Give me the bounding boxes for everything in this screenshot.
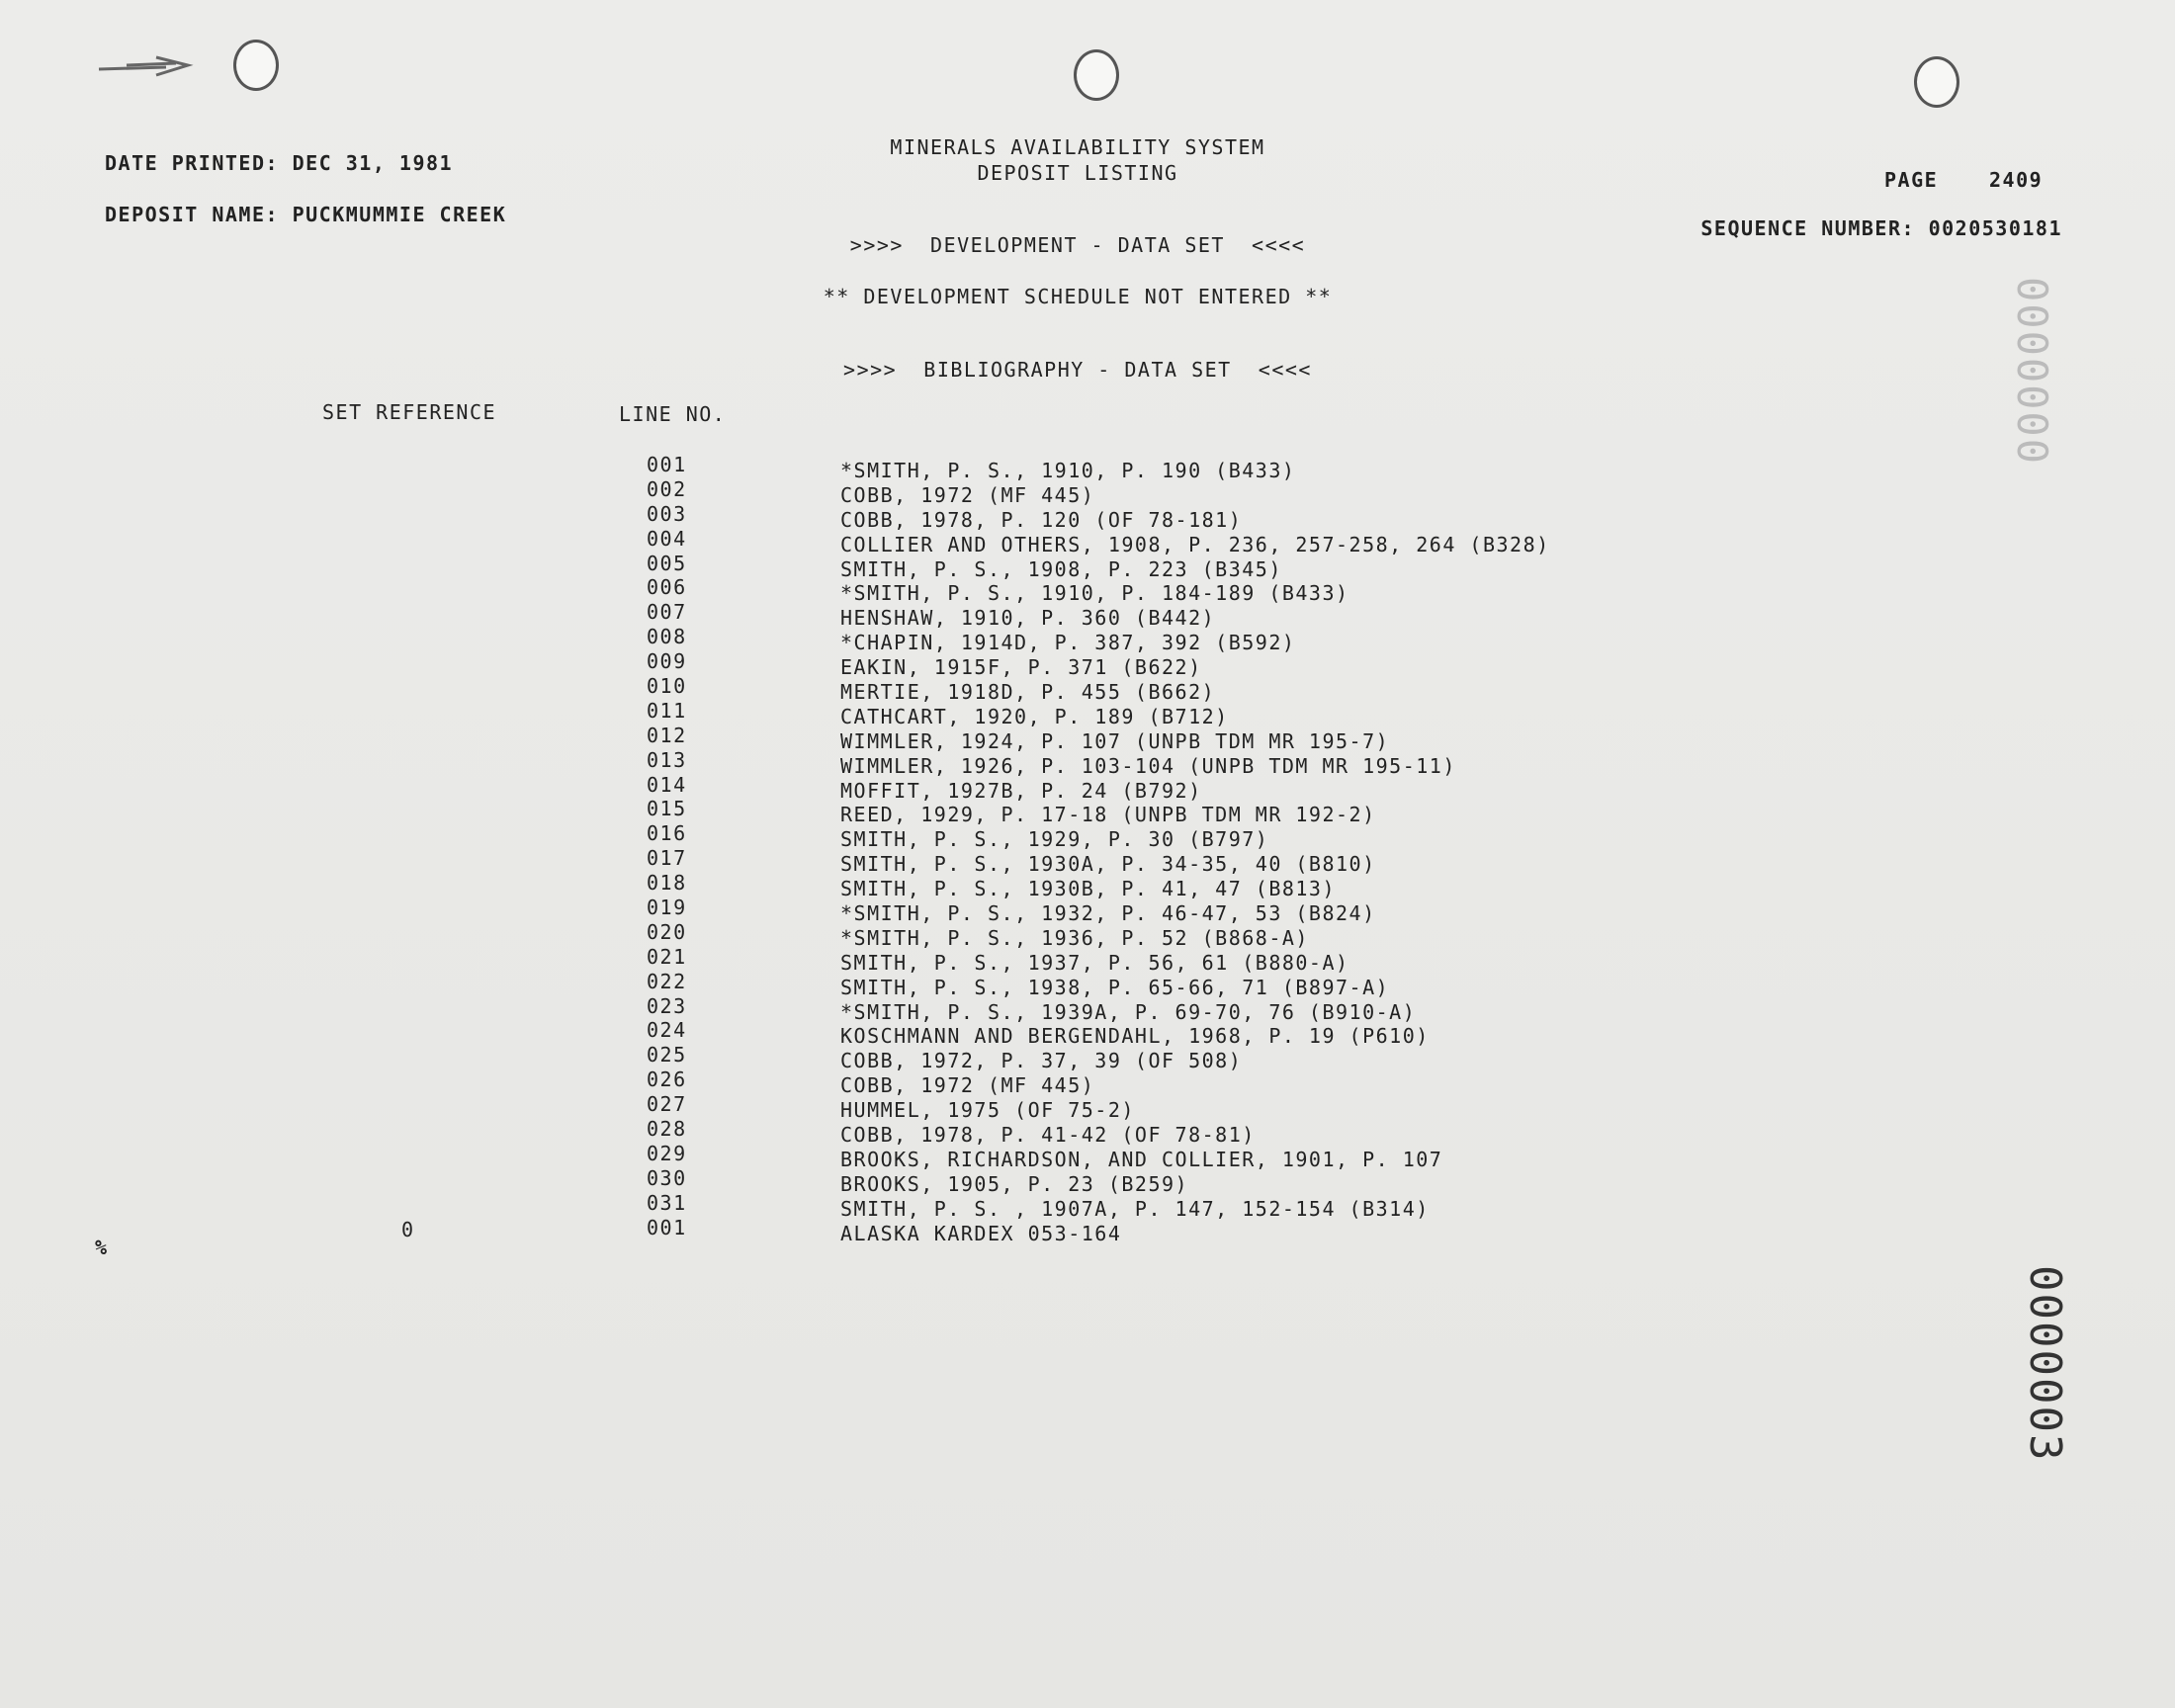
bibliography-row — [0, 871, 2175, 901]
bibliography-row — [0, 896, 2175, 926]
bibliography-row — [0, 600, 2175, 631]
sequence-number: SEQUENCE NUMBER: 0020530181 — [1700, 216, 2062, 240]
line-no-header: LINE NO. — [619, 402, 727, 426]
reference-text: COBB, 1978, P. 41-42 (OF 78-81) — [840, 1123, 1256, 1148]
bibliography-row — [0, 1068, 2175, 1098]
stamp-number-top: 0000000 — [2008, 277, 2056, 467]
line-number: 027 — [647, 1092, 687, 1117]
development-note: ** DEVELOPMENT SCHEDULE NOT ENTERED ** — [823, 285, 1333, 308]
reference-text: *SMITH, P. S., 1910, P. 184-189 (B433) — [840, 581, 1349, 606]
bibliography-heading: >>>> BIBLIOGRAPHY - DATA SET <<<< — [843, 358, 1312, 382]
line-number: 026 — [647, 1068, 687, 1092]
bibliography-row — [0, 1141, 2175, 1171]
bibliography-row — [0, 944, 2175, 975]
bibliography-row — [0, 575, 2175, 606]
page-label: PAGE — [1884, 168, 1939, 192]
binder-hole-center — [1074, 49, 1119, 101]
reference-text: MOFFIT, 1927B, P. 24 (B792) — [840, 778, 1202, 803]
reference-text: BROOKS, 1905, P. 23 (B259) — [840, 1171, 1189, 1196]
bibliography-row — [0, 526, 2175, 556]
line-number: 031 — [647, 1190, 687, 1215]
reference-text: SMITH, P. S., 1930A, P. 34-35, 40 (B810) — [840, 852, 1376, 877]
line-number: 015 — [647, 797, 687, 821]
bibliography-row — [0, 797, 2175, 827]
line-number: 014 — [647, 772, 687, 797]
development-heading: >>>> DEVELOPMENT - DATA SET <<<< — [849, 233, 1306, 257]
bibliography-row — [0, 649, 2175, 680]
bibliography-row — [0, 1117, 2175, 1148]
reference-text: SMITH, P. S., 1908, P. 223 (B345) — [840, 556, 1282, 581]
bibliography-row — [0, 625, 2175, 655]
line-number: 016 — [647, 821, 687, 846]
line-number: 001 — [647, 453, 687, 476]
line-number: 017 — [647, 846, 687, 871]
bibliography-row — [0, 1018, 2175, 1049]
reference-text: SMITH, P. S. , 1907A, P. 147, 152-154 (B314) — [840, 1196, 1430, 1221]
reference-text: WIMMLER, 1926, P. 103-104 (UNPB TDM MR 195-11) — [840, 753, 1456, 778]
bibliography-row — [0, 747, 2175, 778]
line-number: 009 — [647, 649, 687, 674]
percent-mark: % — [95, 1236, 109, 1259]
reference-text: SMITH, P. S., 1930B, P. 41, 47 (B813) — [840, 877, 1337, 901]
line-number: 025 — [647, 1043, 687, 1068]
line-number: 002 — [647, 476, 687, 501]
reference-text: COBB, 1972, P. 37, 39 (OF 508) — [840, 1049, 1243, 1073]
bibliography-row — [0, 723, 2175, 753]
bibliography-row — [0, 476, 2175, 507]
page-number: 2409 — [1989, 168, 2044, 192]
reference-text: REED, 1929, P. 17-18 (UNPB TDM MR 192-2) — [840, 803, 1376, 827]
reference-text: KOSCHMANN AND BERGENDAHL, 1968, P. 19 (P610) — [840, 1024, 1430, 1049]
line-number: 030 — [647, 1165, 687, 1190]
listing-title: DEPOSIT LISTING — [977, 161, 1178, 185]
reference-text: SMITH, P. S., 1937, P. 56, 61 (B880-A) — [840, 950, 1349, 975]
system-title: MINERALS AVAILABILITY SYSTEM — [890, 135, 1265, 159]
bibliography-row — [0, 1043, 2175, 1073]
set-reference-header: SET REFERENCE — [322, 400, 497, 424]
line-number: 010 — [647, 674, 687, 699]
date-printed: DATE PRINTED: DEC 31, 1981 — [105, 151, 454, 175]
line-number: 011 — [647, 698, 687, 723]
line-number: 020 — [647, 919, 687, 944]
line-number: 001 — [647, 1215, 687, 1239]
bibliography-row — [0, 1165, 2175, 1196]
line-number: 019 — [647, 896, 687, 920]
stamp-number-bottom: 0000003 — [2020, 1265, 2070, 1463]
reference-text: *CHAPIN, 1914D, P. 387, 392 (B592) — [840, 631, 1296, 655]
line-number: 028 — [647, 1117, 687, 1142]
bibliography-row — [0, 551, 2175, 581]
line-number: 012 — [647, 723, 687, 747]
binder-hole-right — [1914, 56, 1959, 108]
reference-text: ALASKA KARDEX 053-164 — [840, 1221, 1122, 1245]
bibliography-row — [0, 453, 2175, 482]
line-number: 013 — [647, 747, 687, 772]
bibliography-row — [0, 993, 2175, 1024]
line-number: 021 — [647, 944, 687, 969]
reference-text: *SMITH, P. S., 1910, P. 190 (B433) — [840, 459, 1296, 482]
line-number: 006 — [647, 575, 687, 600]
handwritten-arrow-mark — [97, 51, 196, 81]
reference-text: COBB, 1972 (MF 445) — [840, 1073, 1095, 1098]
line-number: 018 — [647, 871, 687, 896]
reference-text: *SMITH, P. S., 1932, P. 46-47, 53 (B824) — [840, 901, 1376, 926]
reference-text: COBB, 1978, P. 120 (OF 78-181) — [840, 507, 1243, 532]
line-number: 029 — [647, 1141, 687, 1165]
reference-text: CATHCART, 1920, P. 189 (B712) — [840, 704, 1229, 728]
bibliography-row — [0, 846, 2175, 877]
bibliography-row — [0, 698, 2175, 728]
line-number: 024 — [647, 1018, 687, 1043]
line-number: 003 — [647, 501, 687, 526]
deposit-name: DEPOSIT NAME: PUCKMUMMIE CREEK — [105, 203, 507, 226]
reference-text: SMITH, P. S., 1938, P. 65-66, 71 (B897-A) — [840, 975, 1390, 999]
reference-text: WIMMLER, 1924, P. 107 (UNPB TDM MR 195-7) — [840, 728, 1390, 753]
reference-text: *SMITH, P. S., 1936, P. 52 (B868-A) — [840, 925, 1309, 950]
bibliography-row — [0, 1190, 2175, 1221]
reference-text: SMITH, P. S., 1929, P. 30 (B797) — [840, 827, 1269, 852]
line-number: 007 — [647, 600, 687, 625]
bibliography-row — [0, 501, 2175, 532]
bibliography-row — [0, 821, 2175, 852]
line-number: 022 — [647, 969, 687, 993]
line-number: 004 — [647, 526, 687, 551]
bibliography-row — [0, 674, 2175, 705]
bibliography-row — [0, 919, 2175, 950]
reference-text: EAKIN, 1915F, P. 371 (B622) — [840, 655, 1202, 680]
set-reference-value: 0 — [401, 1217, 414, 1241]
reference-text: COBB, 1972 (MF 445) — [840, 482, 1095, 507]
line-number: 023 — [647, 993, 687, 1018]
bibliography-row — [0, 969, 2175, 999]
bibliography-row — [0, 772, 2175, 803]
reference-text: MERTIE, 1918D, P. 455 (B662) — [840, 680, 1216, 705]
reference-text: BROOKS, RICHARDSON, AND COLLIER, 1901, P. 107 — [840, 1147, 1443, 1171]
bibliography-row — [0, 1092, 2175, 1123]
reference-text: HENSHAW, 1910, P. 360 (B442) — [840, 606, 1216, 631]
line-number: 005 — [647, 551, 687, 575]
binder-hole-left — [233, 40, 279, 91]
line-number: 008 — [647, 625, 687, 649]
reference-text: *SMITH, P. S., 1939A, P. 69-70, 76 (B910-A) — [840, 999, 1417, 1024]
bibliography-list — [0, 453, 2175, 1245]
bibliography-row — [0, 1215, 2175, 1245]
reference-text: HUMMEL, 1975 (OF 75-2) — [840, 1098, 1135, 1123]
reference-text: COLLIER AND OTHERS, 1908, P. 236, 257-258, 264 (B328) — [840, 532, 1550, 556]
